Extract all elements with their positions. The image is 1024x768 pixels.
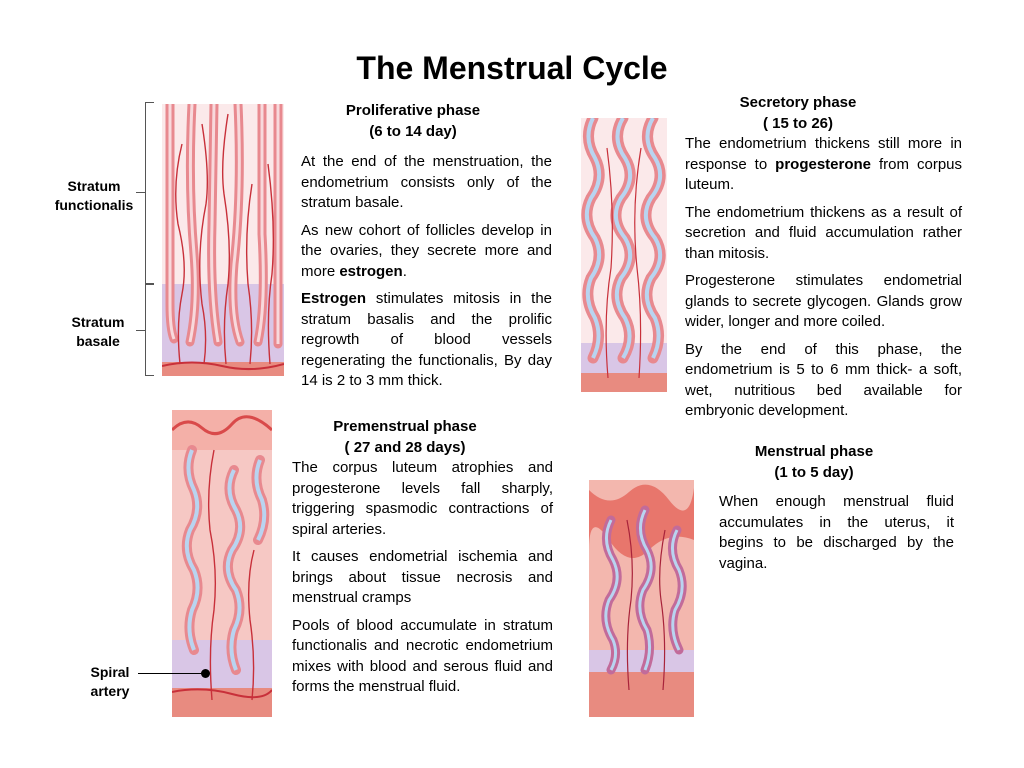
menstrual-heading: Menstrual phase (1 to 5 day) [754, 443, 874, 481]
premenstrual-p1: The corpus luteum atrophies and progesterone levels fall sharply, triggering spasmodic contractions of spiral arteries. [292, 459, 553, 538]
secretory-p1: The endometrium thickens still more in response to progesterone from corpus luteum. [685, 135, 962, 193]
stratum-basale-label: Stratum basale [71, 314, 125, 349]
proliferative-p3: Estrogen stimulates mitosis in the stratum basalis and the prolific regrowth of blood vessels regenerating the functionalis, By day 14 is 2 to 3 mm thick. [301, 290, 552, 389]
menstrual-text [719, 492, 954, 581]
secretory-heading: Secretory phase ( 15 to 26) [739, 94, 857, 132]
premenstrual-illustration [172, 410, 272, 717]
menstrual-illustration [589, 480, 694, 717]
proliferative-text [301, 152, 552, 399]
stratum-basale-bracket [145, 284, 154, 376]
proliferative-p1: At the end of the menstruation, the endometrium consists only of the stratum basale. [301, 153, 552, 211]
proliferative-p2: As new cohort of follicles develop in the ovaries, they secrete more and more estrogen. [301, 221, 552, 280]
secretory-illustration [581, 118, 667, 392]
premenstrual-text [292, 458, 553, 705]
spiral-artery-label: Spiral artery [90, 664, 130, 699]
premenstrual-heading: Premenstrual phase ( 27 and 28 days) [333, 418, 477, 456]
spiral-artery-pointer-dot [201, 669, 210, 678]
secretory-text [685, 134, 962, 429]
proliferative-illustration [162, 104, 284, 376]
secretory-p2: The endometrium thickens as a result of secretion and fluid accumulation rather than mitosis. [685, 203, 962, 262]
menstrual-p1: When enough menstrual fluid accumulates in the uterus, it begins to be discharged by the vagina. [719, 493, 954, 572]
secretory-p4: By the end of this phase, the endometrium is 5 to 6 mm thick- a soft, wet, nutritious bed available for embryonic development. [685, 340, 962, 419]
proliferative-heading: Proliferative phase (6 to 14 day) [345, 102, 481, 140]
premenstrual-p2: It causes endometrial ischemia and brings about tissue necrosis and menstrual cramps [292, 548, 553, 606]
page-title: The Menstrual Cycle [356, 50, 668, 86]
secretory-p3: Progesterone stimulates endometrial glands to secrete glycogen. Glands grow wider, longer and more coiled. [685, 272, 962, 330]
premenstrual-p3: Pools of blood accumulate in stratum functionalis and necrotic endometrium mixes with blood and serous fluid and forms the menstrual fluid. [292, 616, 553, 695]
stratum-functionalis-label: Stratum functionalis [54, 178, 134, 213]
spiral-artery-pointer-line [138, 673, 205, 674]
